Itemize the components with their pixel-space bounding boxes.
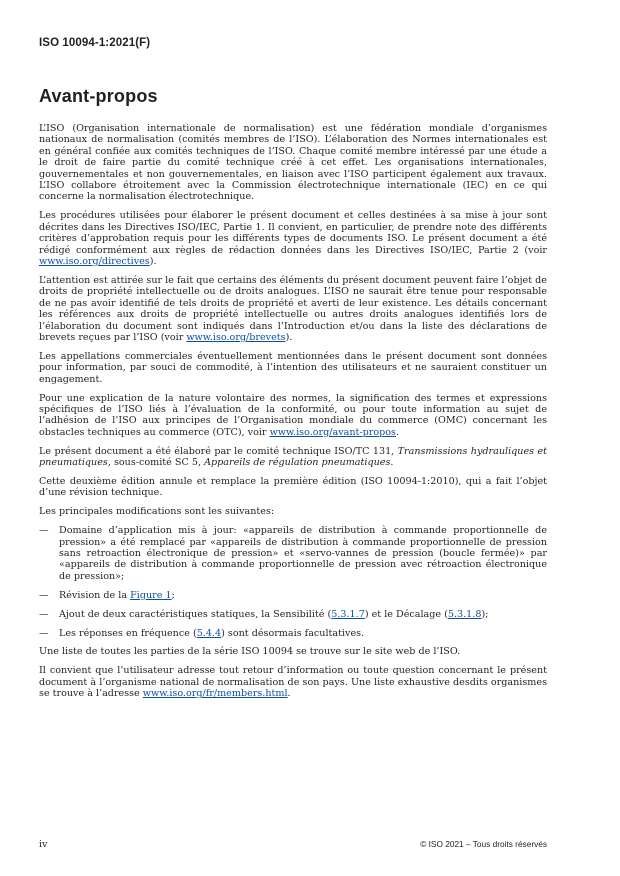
paragraph-procedures (39, 210, 547, 267)
paragraph-committee (39, 446, 547, 469)
paragraph-text-end: . (395, 426, 400, 438)
link-clause-5-4-4[interactable]: 5.4.4 (196, 627, 222, 639)
copyright-notice: © ISO 2021 – Tous droits réservés (420, 839, 547, 849)
list-item-text (59, 590, 547, 601)
subcommittee-title: Appareils de régulation pneumatiques (204, 457, 391, 469)
link-figure-1[interactable]: Figure 1 (130, 589, 172, 601)
paragraph-trade-names: Les appellations commerciales éventuellement mentionnées dans le présent document sont données pour information, par souci de commodité, à l’intention des utilisateurs et ne sauraient constituer un engagement. (39, 350, 547, 385)
list-item-change-scope (39, 525, 547, 582)
link-directives[interactable]: www.iso.org/directives (39, 255, 150, 267)
link-patents[interactable]: www.iso.org/brevets (186, 331, 286, 343)
paragraph-text-end: ). (285, 331, 293, 343)
paragraph-text-end: ). (149, 255, 157, 267)
paragraph-text: , sous-comité SC 5, (107, 457, 205, 469)
list-item-change-figure (39, 590, 547, 601)
paragraph-text: Le présent document a été élaboré par le comité technique ISO/TC 131, (39, 445, 398, 457)
list-item-change-static (39, 609, 547, 620)
list-item-text-start: Révision de la (59, 589, 131, 601)
paragraph-series-list: Une liste de toutes les parties de la série ISO 10094 se trouve sur le site web de l’ISO. (39, 646, 461, 658)
document-id-header: ISO 10094-1:2021(F) (39, 37, 151, 49)
list-item-text-end: ); (481, 608, 489, 620)
paragraph-iso-intro: L’ISO (Organisation internationale de normalisation) est une fédération mondiale d’organismes nationaux de normalisation (comités membres de l’ISO). L’élaboration des Normes internationales est en général confiée aux comités techniques de l’ISO. Chaque comité membre intéressé par une étude a le droit de faire partie du comité technique créé à cet effet. Les organisations internationales, gouvernementales et non gouvernementales, en liaison avec l’ISO participent également aux travaux. L’ISO collabore étroitement avec la Commission électrotechnique internationale (IEC) en ce qui concerne la normalisation électrotechnique. (39, 123, 547, 203)
paragraph-voluntary-nature (39, 393, 547, 439)
paragraph-changes-intro: Les principales modifications sont les suivantes: (39, 506, 275, 518)
dash-bullet: — (39, 627, 49, 639)
paragraph-edition: Cette deuxième édition annule et remplace la première édition (ISO 10094-1:2010), qui a fait l’objet d’une révision technique. (39, 475, 547, 499)
list-item-text-end: ) sont désormais facultatives. (221, 627, 365, 639)
foreword-body (39, 123, 547, 707)
paragraph-text: Pour une explication de la nature volontaire des normes, la signification des termes et expressions spécifiques de l’ISO liés à l’évaluation de la conformité, ou pour toute information au sujet de l’adhésion de l’ISO aux principes de l’Organisation mondiale du commerce (OMC) concernant les obstacles techniques au commerce (OTC), voir (39, 392, 547, 438)
dash-bullet: — (39, 589, 49, 601)
paragraph-text-end: . (390, 457, 394, 469)
committee-title: Transmissions hydrauliques et pneumatiques (39, 445, 547, 469)
link-members[interactable]: www.iso.org/fr/members.html (142, 688, 288, 700)
dash-bullet: — (39, 525, 49, 537)
page-title: Avant-propos (39, 86, 158, 106)
paragraph-text-end: . (287, 688, 291, 700)
list-item-text-start: Les réponses en fréquence ( (59, 627, 197, 639)
list-item-text-end: ; (171, 589, 175, 601)
list-item-change-frequency (39, 628, 547, 639)
dash-bullet: — (39, 608, 49, 620)
paragraph-text: Il convient que l’utilisateur adresse tout retour d’information ou toute question concernant le présent document à l’organisme national de normalisation de son pays. Une liste exhaustive desdits organismes se trouve à l’adresse (39, 665, 547, 700)
list-item-text-middle: ) et le Décalage ( (364, 608, 448, 620)
paragraph-text: L’attention est attirée sur le fait que certains des éléments du présent document peuvent faire l’objet de droits de propriété intellectuelle ou de droits analogues. L’ISO ne saurait être tenue pour responsable de ne pas avoir identifié de tels droits de propriété et averti de leur existence. Les détails concernant les références aux droits de propriété intellectuelle ou autres droits analogues identifiés lors de l’élaboration du document sont indiqués dans l’Introduction et/ou dans la liste des déclarations de brevets reçues par l’ISO (voir (39, 274, 547, 343)
list-item-text: Domaine d’application mis à jour: «appareils de distribution à commande proportionnelle de pression» a été remplacé par «appareils de distribution à commande proportionnelle de pression sans retroaction électronique de pression» et «servo-vannes de pression (boucle fermée)» par «appareils de distribution à commande proportionnelle de pression avec rétroaction électronique de pression»; (59, 525, 547, 582)
list-item-text-start: Ajout de deux caractéristiques statiques, la Sensibilité ( (59, 608, 332, 620)
list-item-text (59, 628, 547, 639)
paragraph-text: Les procédures utilisées pour élaborer le présent document et celles destinées à sa mise à jour sont décrites dans les Directives ISO/IEC, Partie 1. Il convient, en particulier, de prendre note des différents critères d’approbation requis pour les différents types de documents ISO. Le présent document a été rédigé conformément aux règles de rédaction données dans les Directives ISO/IEC, Partie 2 (voir (39, 210, 547, 256)
paragraph-feedback (39, 665, 547, 699)
link-clause-5-3-1-8[interactable]: 5.3.1.8 (447, 608, 482, 620)
list-item-text (59, 609, 547, 620)
page-number: iv (39, 839, 48, 850)
link-clause-5-3-1-7[interactable]: 5.3.1.7 (331, 608, 365, 620)
link-foreword[interactable]: www.iso.org/avant-propos (269, 426, 396, 438)
paragraph-patents (39, 275, 547, 343)
